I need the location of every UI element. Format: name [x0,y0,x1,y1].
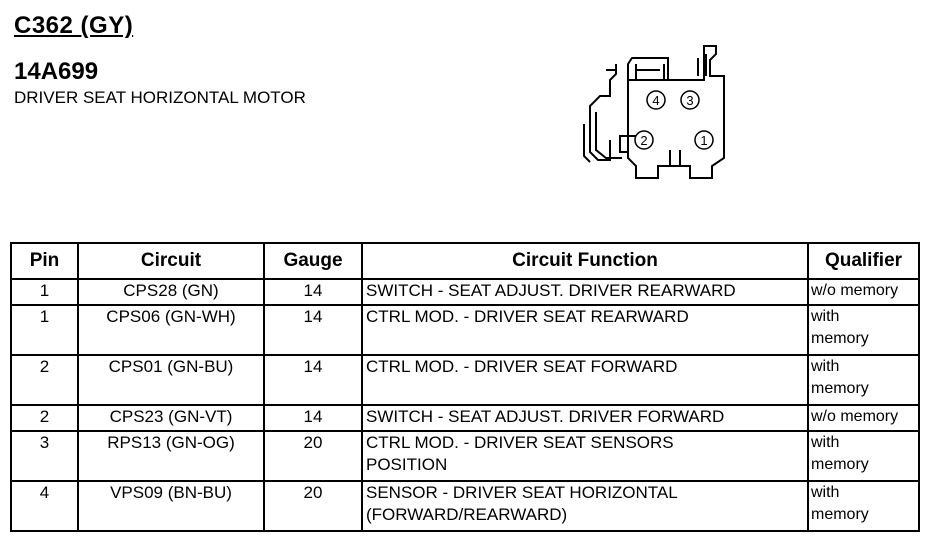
table-row [11,305,919,355]
gauge-cell: 14 [264,405,362,431]
pin-1-label: 1 [700,133,708,148]
pin-cell: 1 [11,305,78,355]
qualifier-line-2: memory [811,456,869,473]
table-row [11,431,919,481]
connector-id: C362 (GY) [14,12,134,39]
component-number: 14A699 [14,58,99,85]
function-cell [362,405,808,431]
table-header-row [11,243,919,279]
circuit-cell: CPS01 (GN-BU) [78,355,264,405]
column-header-circuit-function: Circuit Function [362,243,808,279]
qualifier-line-1: with [811,434,840,451]
circuit-cell: VPS09 (BN-BU) [78,481,264,531]
qualifier-line-2: memory [811,506,869,523]
circuit-cell: CPS28 (GN) [78,279,264,305]
qualifier-line-1: with [811,484,840,501]
component-name: DRIVER SEAT HORIZONTAL MOTOR [14,88,306,107]
qualifier-cell [808,279,919,305]
qualifier-line-1: with [811,358,840,375]
pin-cell: 3 [11,431,78,481]
gauge-cell: 14 [264,279,362,305]
function-line-2: POSITION [366,455,448,474]
column-header-pin: Pin [11,243,78,279]
table-row [11,481,919,531]
function-line-1: CTRL MOD. - DRIVER SEAT FORWARD [366,357,678,376]
qualifier-cell [808,355,919,405]
function-cell [362,355,808,405]
gauge-cell: 20 [264,431,362,481]
connector-side-lock [590,64,616,160]
qualifier-cell [808,481,919,531]
table-row [11,279,919,305]
pinout-table [10,242,920,532]
function-line-2: (FORWARD/REARWARD) [366,505,568,524]
function-line-1: SWITCH - SEAT ADJUST. DRIVER FORWARD [366,407,725,426]
pin-2-label: 2 [640,133,648,148]
pin-4-label: 4 [652,93,660,108]
qualifier-line-1: w/o memory [811,408,899,425]
pin-cell: 2 [11,355,78,405]
pin-3-label: 3 [686,93,694,108]
gauge-cell: 14 [264,355,362,405]
qualifier-line-1: with [811,308,840,325]
pin-cell: 2 [11,405,78,431]
connector-face-diagram [570,40,750,200]
qualifier-line-2: memory [811,330,869,347]
function-cell [362,481,808,531]
function-line-1: SENSOR - DRIVER SEAT HORIZONTAL [366,483,678,502]
gauge-cell: 20 [264,481,362,531]
function-line-1: CTRL MOD. - DRIVER SEAT SENSORS [366,433,674,452]
function-cell [362,305,808,355]
pin-cell: 1 [11,279,78,305]
function-cell [362,279,808,305]
gauge-cell: 14 [264,305,362,355]
qualifier-cell [808,305,919,355]
table-row [11,405,919,431]
column-header-qualifier: Qualifier [808,243,919,279]
circuit-cell: CPS06 (GN-WH) [78,305,264,355]
qualifier-cell [808,405,919,431]
pin-cell: 4 [11,481,78,531]
column-header-circuit: Circuit [78,243,264,279]
function-line-1: SWITCH - SEAT ADJUST. DRIVER REARWARD [366,281,736,300]
qualifier-cell [808,431,919,481]
function-line-1: CTRL MOD. - DRIVER SEAT REARWARD [366,307,689,326]
function-cell [362,431,808,481]
connector-body [628,46,724,178]
circuit-cell: CPS23 (GN-VT) [78,405,264,431]
circuit-cell: RPS13 (GN-OG) [78,431,264,481]
qualifier-line-1: w/o memory [811,282,899,299]
table-row [11,355,919,405]
qualifier-line-2: memory [811,380,869,397]
column-header-gauge: Gauge [264,243,362,279]
